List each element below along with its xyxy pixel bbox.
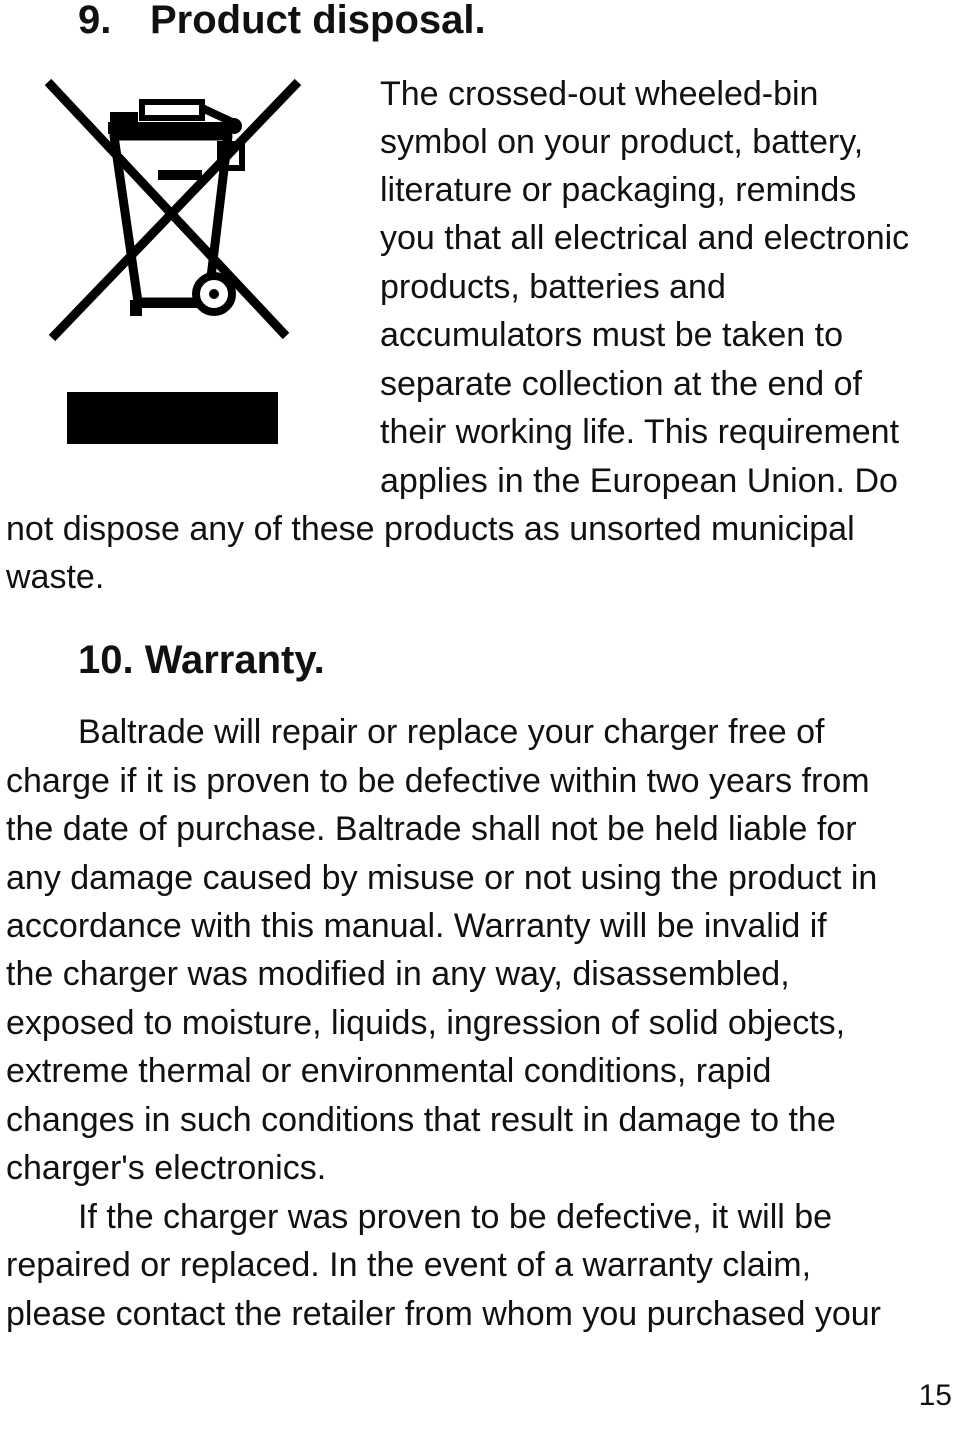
section-title: Product disposal.: [150, 0, 486, 42]
section-heading-warranty: 10. Warranty.: [78, 638, 325, 682]
text-line: not dispose any of these products as unsorted municipal: [6, 510, 855, 548]
text-line: please contact the retailer from whom you purchased your: [6, 1295, 882, 1333]
text-line: symbol on your product, battery,: [380, 123, 864, 161]
text-line: The crossed-out wheeled-bin: [380, 75, 819, 113]
text-line: separate collection at the end of: [380, 365, 862, 403]
text-line: any damage caused by misuse or not using the product in: [6, 859, 878, 897]
text-line: changes in such conditions that result in damage to the: [6, 1101, 836, 1139]
text-line: applies in the European Union. Do: [380, 462, 898, 500]
text-line: waste.: [6, 558, 105, 596]
text-line: products, batteries and: [380, 268, 726, 306]
text-line: exposed to moisture, liquids, ingression of solid objects,: [6, 1004, 846, 1042]
text-line: accordance with this manual. Warranty will be invalid if: [6, 907, 827, 945]
text-line: the date of purchase. Baltrade shall not be held liable for: [6, 810, 857, 848]
text-line: If the charger was proven to be defective, it will be: [78, 1198, 833, 1236]
text-line: charge if it is proven to be defective within two years from: [6, 762, 870, 800]
section-number: 9.: [78, 0, 112, 42]
page-number: 15: [918, 1379, 952, 1412]
text-line: accumulators must be taken to: [380, 316, 844, 354]
text-line: you that all electrical and electronic: [380, 219, 910, 257]
text-line: literature or packaging, reminds: [380, 171, 857, 209]
separate-collection-bar: [67, 392, 278, 444]
text-line: extreme thermal or environmental conditions, rapid: [6, 1052, 772, 1090]
text-line: charger's electronics.: [6, 1149, 327, 1187]
text-line: the charger was modified in any way, disassembled,: [6, 955, 790, 993]
text-line: Baltrade will repair or replace your charger free of: [78, 713, 825, 751]
section-heading-product-disposal: [78, 0, 486, 40]
text-line: repaired or replaced. In the event of a warranty claim,: [6, 1246, 812, 1284]
text-line: their working life. This requirement: [380, 413, 900, 451]
